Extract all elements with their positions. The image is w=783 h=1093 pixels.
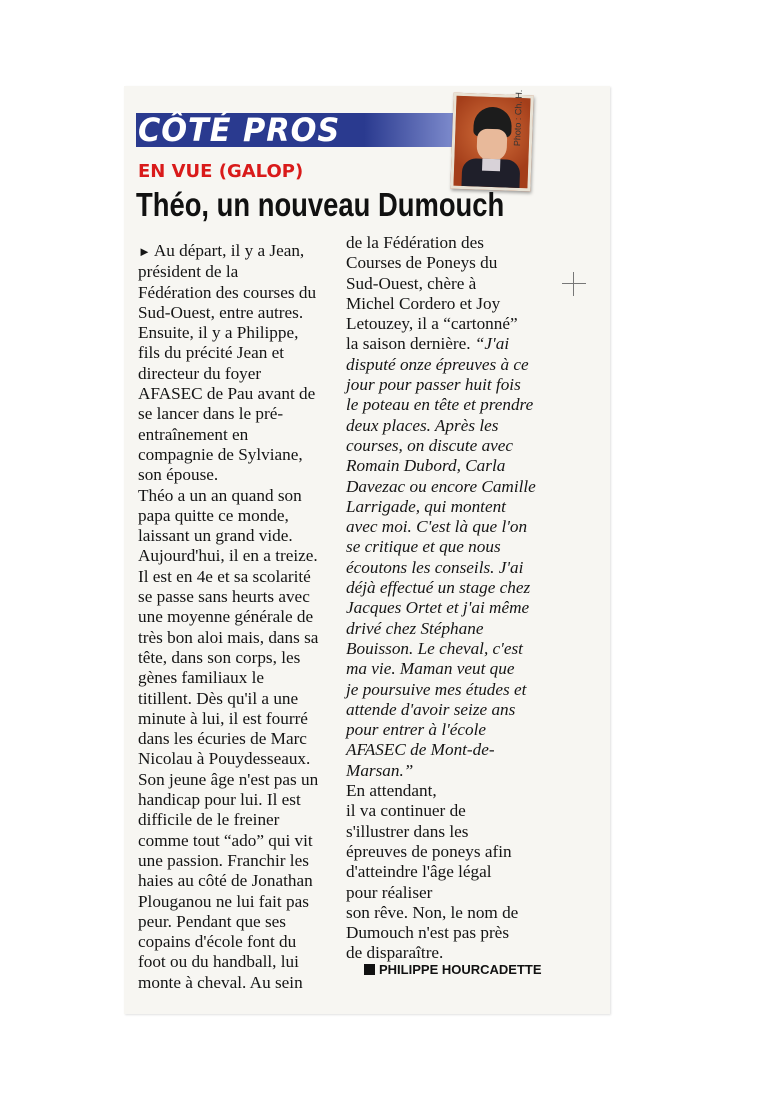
quote-line: je poursuive mes études et	[346, 679, 527, 699]
quote-line: ma vie. Maman veut que	[346, 659, 515, 679]
body-line: En attendant,	[346, 781, 437, 801]
headline: Théo, un nouveau Dumouch	[136, 186, 505, 223]
quote-line: écoutons les conseils. J'ai	[346, 557, 524, 577]
article-column-2	[346, 233, 551, 964]
body-line: Son jeune âge n'est pas un	[138, 769, 319, 789]
body-line: directeur du foyer	[138, 363, 262, 383]
square-bullet-icon	[364, 964, 375, 975]
quote-line: pour entrer à l'école	[346, 720, 487, 740]
body-line: minute à lui, il est fourré	[138, 708, 308, 728]
body-line: son épouse.	[138, 465, 219, 485]
body-line: foot ou du handball, lui	[138, 952, 299, 972]
body-line: la saison dernière. “J'ai	[346, 334, 510, 354]
quote-line: disputé onze épreuves à ce	[346, 354, 529, 374]
body-line: une passion. Franchir les	[138, 850, 309, 870]
article-column-1	[138, 241, 348, 993]
body-line: dans les écuries de Marc	[138, 729, 307, 749]
body-line: Michel Cordero et Joy	[346, 293, 501, 313]
body-line: Dumouch n'est pas près	[346, 923, 510, 943]
body-line: se lancer dans le pré-	[138, 404, 284, 424]
arrow-icon: ►	[138, 244, 151, 259]
lead-line: ► Au départ, il y a Jean,	[138, 241, 305, 260]
body-line: AFASEC de Pau avant de	[138, 384, 316, 404]
body-line: se passe sans heurts avec	[138, 587, 310, 607]
quote-line: jour pour passer huit fois	[346, 375, 521, 395]
quote-line: Bouisson. Le cheval, c'est	[346, 638, 523, 658]
quote-line: se critique et que nous	[346, 537, 501, 557]
body-line: président de la	[138, 262, 239, 282]
body-line: gènes familiaux le	[138, 668, 264, 688]
quote-line: Davezac ou encore Camille	[346, 476, 536, 496]
quote-line: Jacques Ortet et j'ai même	[346, 598, 530, 618]
body-line: Letouzey, il a “cartonné”	[346, 314, 518, 334]
author-byline: PHILIPPE HOURCADETTE	[364, 962, 542, 977]
body-line: Courses de Poneys du	[346, 253, 498, 273]
body-line: il va continuer de	[346, 801, 466, 821]
body-line: papa quitte ce monde,	[138, 505, 289, 525]
body-line: tête, dans son corps, les	[138, 647, 301, 667]
body-line: Sud-Ouest, chère à	[346, 273, 477, 293]
newspaper-clipping	[124, 86, 610, 1014]
body-line: de la Fédération des	[346, 233, 484, 252]
body-line: fils du précité Jean et	[138, 343, 285, 363]
body-line: pour réaliser	[346, 882, 433, 902]
body-line: handicap pour lui. Il est	[138, 790, 301, 810]
body-line: comme tout “ado” qui vit	[138, 830, 313, 850]
body-line: Il est en 4e et sa scolarité	[138, 566, 311, 586]
body-line: titillent. Dès qu'il a une	[138, 688, 299, 708]
body-line: très bon aloi mais, dans sa	[138, 627, 319, 647]
quote-line: drivé chez Stéphane	[346, 618, 484, 638]
body-line: Plouganou ne lui fait pas	[138, 891, 309, 911]
face-shape	[476, 128, 507, 161]
body-line: de disparaître.	[346, 943, 444, 963]
quote-line: Romain Dubord, Carla	[346, 456, 506, 476]
body-line: laissant un grand vide.	[138, 526, 293, 546]
body-line: compagnie de Sylviane,	[138, 444, 303, 464]
quote-line: avec moi. C'est là que l'on	[346, 517, 528, 537]
body-line: Fédération des courses du	[138, 282, 317, 302]
body-line: copains d'école font du	[138, 932, 297, 952]
quote-line: déjà effectué un stage chez	[346, 578, 531, 598]
section-banner-title: CÔTÉ PROS	[138, 111, 341, 149]
quote-start: “J'ai	[474, 334, 510, 354]
body-line: son rêve. Non, le nom de	[346, 902, 519, 922]
crop-mark-icon	[562, 272, 586, 296]
body-line: Nicolau à Pouydesseaux.	[138, 749, 311, 769]
quote-line: le poteau en tête et prendre	[346, 395, 534, 415]
body-line: une moyenne générale de	[138, 607, 314, 627]
quote-line: deux places. Après les	[346, 415, 499, 435]
quote-line: courses, on discute avec	[346, 435, 514, 455]
body-line: s'illustrer dans les	[346, 821, 469, 841]
quote-line: Larrigade, qui montent	[346, 496, 506, 516]
kicker: EN VUE (GALOP)	[138, 161, 304, 182]
body-line: Aujourd'hui, il en a treize.	[138, 546, 318, 566]
quote-line: AFASEC de Mont-de-	[346, 740, 495, 760]
body-line: monte à cheval. Au sein	[138, 972, 303, 992]
body-line: Théo a un an quand son	[138, 485, 302, 505]
collar-shape	[482, 159, 500, 172]
body-line: peur. Pendant que ses	[138, 911, 286, 931]
body-line: Sud-Ouest, entre autres.	[138, 302, 304, 322]
photo-credit: Photo : Ch. H.	[512, 89, 524, 147]
body-line: haies au côté de Jonathan	[138, 871, 313, 891]
body-line: épreuves de poneys afin	[346, 841, 512, 861]
body-line: Ensuite, il y a Philippe,	[138, 323, 299, 343]
body-line: d'atteindre l'âge légal	[346, 862, 492, 882]
body-line: entraînement en	[138, 424, 249, 444]
quote-line: Marsan.”	[346, 760, 414, 780]
body-line: difficile de le freiner	[138, 810, 280, 830]
quote-line: attende d'avoir seize ans	[346, 699, 516, 719]
